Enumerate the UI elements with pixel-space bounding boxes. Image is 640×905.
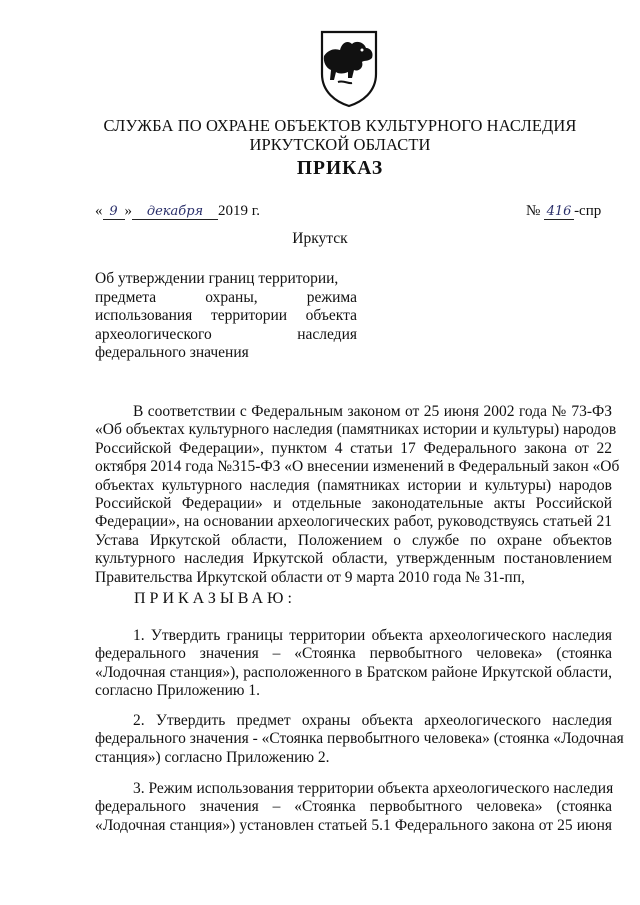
number-prefix: № [526, 203, 541, 219]
date-open-quote: « [95, 203, 103, 219]
document-city: Иркутск [292, 230, 348, 247]
date-month-handwritten: декабря [132, 204, 218, 220]
text-line: федерального значения – «Стоянка первобытного человека» (стоянка [95, 645, 612, 663]
subject-word: режима [306, 288, 357, 306]
subject-word: территории [210, 307, 288, 325]
preamble-paragraph [95, 403, 620, 587]
date-close-quote: » [124, 203, 132, 219]
subject-line [95, 307, 357, 326]
date-day-handwritten: 9 [103, 204, 125, 220]
subject-line [95, 289, 357, 308]
text-line: «Лодочная станция») установлен статьей 5.1 Федерального закона от 25 июня [95, 816, 612, 834]
text-line: станция») согласно Приложению 2. [95, 748, 330, 766]
text-line: 3. Режим использования территории объекта археологического наследия [133, 780, 614, 797]
subject-line [95, 326, 357, 345]
date-year: 2019 г. [218, 203, 260, 219]
subject-word: Об утверждении границ территории, [95, 270, 339, 287]
number-suffix: -спр [574, 203, 602, 219]
subject-line [95, 270, 357, 289]
text-line: 2. Утвердить предмет охраны объекта археологического наследия [133, 712, 612, 729]
subject-word: предмета [95, 288, 157, 306]
text-line: Федерации», на основании археологических работ, руководствуясь статьей 21 [95, 513, 612, 531]
subject-word: археологического [95, 325, 212, 343]
document-subject [95, 270, 357, 363]
coat-of-arms-emblem [318, 28, 380, 108]
text-line: федерального значения – «Стоянка первобытного человека» (стоянка [95, 798, 612, 816]
number-handwritten: 416 [544, 204, 574, 220]
subject-word: использования [95, 307, 193, 325]
subject-word: охраны, [205, 288, 258, 306]
subject-word: наследия [297, 325, 357, 343]
text-line: объектах культурного наследия (памятниках истории и культуры) народов [95, 476, 612, 494]
text-line: октября 2014 года №315-ФЗ «О внесении изменений в Федеральный закон «Об [95, 458, 620, 476]
text-line: Российской Федерации» и отдельные законодательные акты Российской [95, 495, 612, 513]
organization-name-line2: ИРКУТСКОЙ ОБЛАСТИ [249, 135, 431, 154]
text-line: «Об объектах культурного наследия (памятниках истории и культуры) народов [95, 421, 617, 439]
order-item-1 [95, 627, 612, 701]
text-line: Устава Иркутской области, Положением о службе по охране объектов [95, 531, 612, 549]
text-line: федерального значения - «Стоянка первобытного человека» (стоянка «Лодочная [95, 730, 624, 748]
document-number [526, 203, 601, 220]
text-line: В соответствии с Федеральным законом от 25 июня 2002 года № 73-ФЗ [133, 403, 612, 420]
organization-name-line1: СЛУЖБА ПО ОХРАНЕ ОБЪЕКТОВ КУЛЬТУРНОГО НАСЛЕДИЯ [103, 116, 577, 135]
subject-word: объекта [305, 307, 357, 325]
document-type-title: ПРИКАЗ [296, 158, 384, 179]
text-line: «Лодочная станция»), расположенного в Братском районе Иркутской области, [95, 663, 612, 681]
text-line: согласно Приложению 1. [95, 682, 261, 700]
text-line: 1. Утвердить границы территории объекта археологического наследия [133, 627, 612, 644]
subject-line [95, 344, 357, 363]
order-item-3 [95, 780, 612, 835]
text-line: Российской Федерации», пунктом 4 статьи 17 Федерального закона от 22 [95, 439, 612, 457]
order-word: ПРИКАЗЫВАЮ: [134, 590, 296, 607]
text-line: культурного наследия Иркутской области, утвержденным постановлением [95, 550, 612, 568]
document-date [95, 203, 260, 220]
order-item-2 [95, 712, 624, 767]
text-line: Правительства Иркутской области от 9 марта 2010 года № 31-пп, [95, 568, 525, 586]
subject-word: федерального значения [95, 344, 249, 362]
